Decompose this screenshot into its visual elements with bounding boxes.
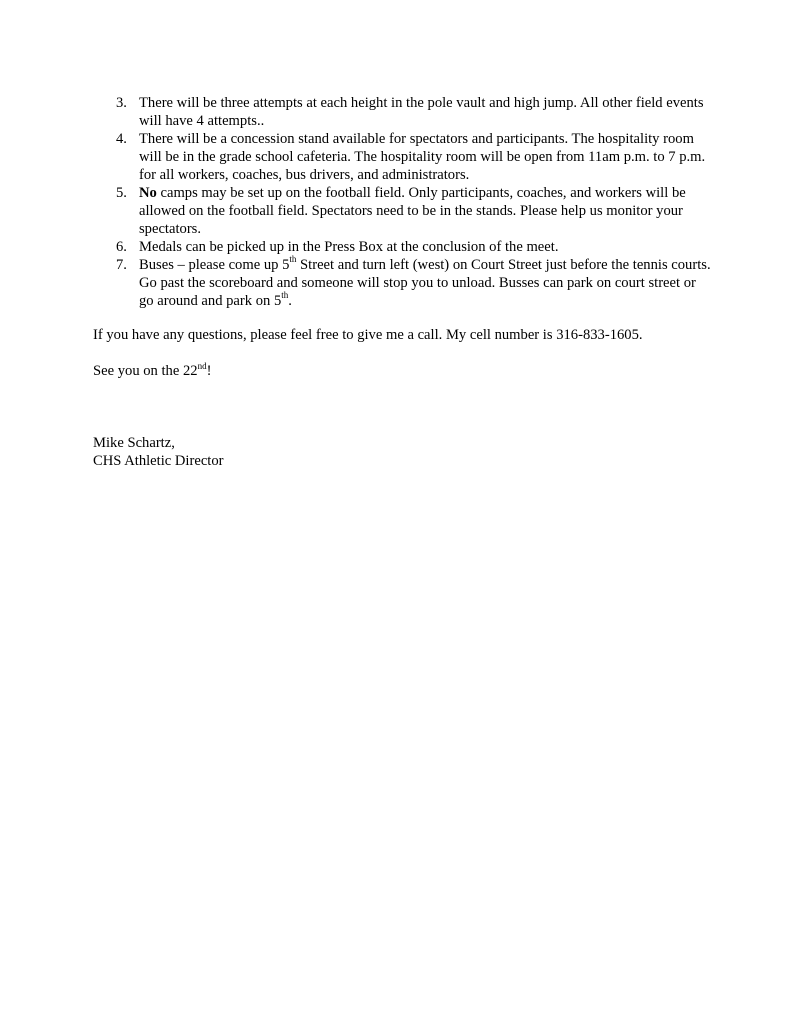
signature-title: CHS Athletic Director bbox=[93, 453, 224, 469]
closing-line bbox=[93, 362, 733, 380]
list-item-number: 7. bbox=[116, 257, 127, 273]
list-item-text bbox=[139, 185, 686, 237]
list-item-3 bbox=[93, 94, 713, 130]
list-item-text-rest: camps may be set up on the football field. Only participants, coaches, and workers will be allowed on the football field. Spectators need to be in the stands. Please help us monitor your spectators. bbox=[139, 185, 686, 237]
text-part: Street and turn left (west) on Court Street just before the tennis courts. Go past the scoreboard and someone will stop you to unload. Busses can park on court street or go around and park on 5 bbox=[139, 257, 711, 309]
superscript: th bbox=[289, 254, 297, 265]
signature-name: Mike Schartz, bbox=[93, 435, 175, 451]
list-item-4 bbox=[93, 130, 713, 184]
list-item-number: 3. bbox=[116, 95, 127, 111]
list-item-text: Medals can be picked up in the Press Box at the conclusion of the meet. bbox=[139, 239, 559, 255]
superscript: nd bbox=[197, 361, 207, 372]
list-item-text: There will be three attempts at each height in the pole vault and high jump. All other field events will have 4 attempts.. bbox=[139, 95, 704, 129]
bold-lead: No bbox=[139, 185, 157, 201]
list-item-5 bbox=[93, 184, 713, 238]
list-item-6 bbox=[93, 238, 713, 256]
closing-text: See you on the 22 bbox=[93, 363, 198, 379]
list-item-number: 4. bbox=[116, 131, 127, 147]
superscript: th bbox=[281, 290, 289, 301]
instructions-list bbox=[93, 94, 713, 310]
closing-punct: ! bbox=[206, 363, 212, 379]
list-item-7 bbox=[93, 256, 713, 310]
list-item-number: 6. bbox=[116, 239, 127, 255]
list-item-number: 5. bbox=[116, 185, 127, 201]
text-part: . bbox=[288, 293, 292, 309]
text-part: Buses – please come up 5 bbox=[139, 257, 290, 273]
list-item-text: There will be a concession stand available for spectators and participants. The hospitality room will be in the grade school cafeteria. The hospitality room will be open from 11am p.m. to 7 p.m. for all workers, coaches, bus drivers, and administrators. bbox=[139, 131, 706, 183]
list-item-text bbox=[139, 254, 711, 309]
questions-paragraph: If you have any questions, please feel free to give me a call. My cell number is 316-833-1605. bbox=[93, 327, 643, 343]
